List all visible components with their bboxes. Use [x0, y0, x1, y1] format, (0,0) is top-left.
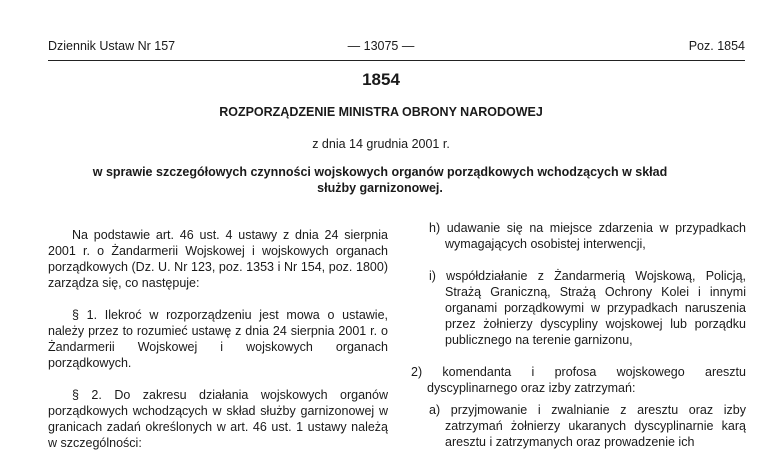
left-column — [48, 227, 388, 467]
right-column — [411, 220, 746, 466]
list-item-2: 2) komendanta i profosa wojskowego aresztu dyscyplinarnego oraz izby zatrzymań: — [411, 365, 746, 395]
intro-paragraph: Na podstawie art. 46 ust. 4 ustawy z dnia 24 sierpnia 2001 r. o Żandarmerii Wojskowej i wojskowych organach porządkowych (Dz. U. Nr 123, poz. 1353 i Nr 154, poz. 1800) zarządza się, co następuje: — [48, 228, 388, 290]
paragraph-1: § 1. Ilekroć w rozporządzeniu jest mowa o ustawie, należy przez to rozumieć ustawę z dnia 24 sierpnia 2001 r. o Żandarmerii Wojskowej i wojskowych organach porządkowych. — [48, 308, 388, 370]
list-item-i: i) współdziałanie z Żandarmerią Wojskową, Policją, Strażą Graniczną, Strażą Ochrony Kolei i innymi organami porządkowymi w przypadkach naruszenia przez żołnierzy dyscypliny wojskowej lub porządku publicznego na terenie garnizonu, — [429, 269, 746, 347]
journal-title: Dziennik Ustaw Nr 157 — [48, 39, 176, 53]
document-date: z dnia 14 grudnia 2001 r. — [312, 137, 450, 151]
header-divider — [48, 60, 745, 61]
position-number: Poz. 1854 — [688, 39, 745, 53]
paragraph-2: § 2. Do zakresu działania wojskowych organów porządkowych wchodzących w skład służby garnizonowej w granicach zadań określonych w art. 46 ust. 1 ustawy należą w szczególności: — [48, 388, 388, 450]
document-number: 1854 — [362, 70, 400, 89]
list-item-a: a) przyjmowanie i zwalnianie z aresztu oraz izby zatrzymań żołnierzy ukaranych dyscyplinarnie karą aresztu i zatrzymanych oraz prowadzenie ich — [429, 403, 746, 449]
document-subject: w sprawie szczegółowych czynności wojskowych organów porządkowych wchodzących w skład służby garnizonowej. — [92, 165, 668, 195]
page-number: — 13075 — — [347, 39, 415, 53]
document-title: ROZPORZĄDZENIE MINISTRA OBRONY NARODOWEJ — [219, 105, 543, 119]
list-item-h: h) udawanie się na miejsce zdarzenia w przypadkach wymagających osobistej interwencji, — [429, 221, 746, 251]
